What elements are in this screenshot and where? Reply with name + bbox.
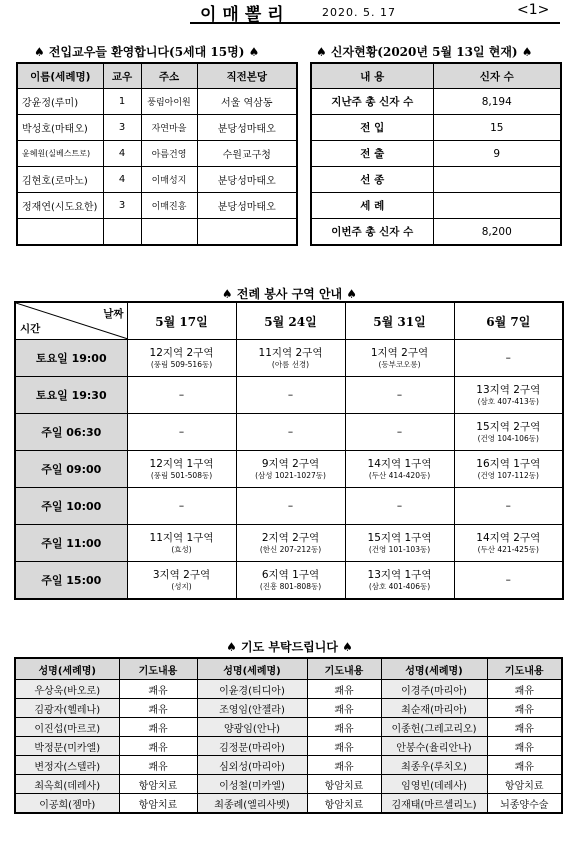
transfer-col-header: 이름(세례명) [17, 63, 103, 89]
transfer-cell: 수원교구청 [197, 141, 297, 167]
prayer-name: 박정문(미카엘) [15, 737, 119, 756]
believers-label: 세 례 [311, 193, 433, 219]
transfer-cell: 윤혜원(실베스트로) [17, 141, 103, 167]
service-area: 11지역 1구역 [149, 531, 214, 544]
prayer-intention: 쾌유 [487, 680, 562, 699]
service-cell [236, 414, 345, 451]
service-cell [345, 525, 454, 562]
service-row [15, 414, 563, 451]
prayer-intention: 쾌유 [487, 699, 562, 718]
believers-value: 9 [433, 141, 561, 167]
service-time-cell: 토요일 19:30 [15, 377, 127, 414]
prayer-intention: 쾌유 [119, 718, 197, 737]
service-area: 14지역 2구역 [476, 531, 541, 544]
transfer-cell: 1 [103, 89, 141, 115]
service-area: 15지역 1구역 [367, 531, 432, 544]
service-cell [454, 451, 563, 488]
transfer-cell [197, 219, 297, 246]
prayer-intention: 항암치료 [307, 775, 381, 794]
transfer-col-header: 주소 [141, 63, 197, 89]
prayer-intention: 뇌종양수술 [487, 794, 562, 814]
prayer-name: 김광자(헬레나) [15, 699, 119, 718]
believers-row [311, 219, 561, 246]
prayer-col-header: 성명(세례명) [197, 658, 307, 680]
service-date-header: 6월 7일 [454, 302, 563, 340]
service-cell [236, 488, 345, 525]
service-date-header: 5월 31일 [345, 302, 454, 340]
service-area-detail: (성지) [171, 581, 192, 591]
page-number: <1> [517, 2, 550, 18]
prayer-intention: 쾌유 [119, 699, 197, 718]
service-time-cell: 주일 11:00 [15, 525, 127, 562]
service-cell [345, 340, 454, 377]
prayer-name: 변정자(스텔라) [15, 756, 119, 775]
service-time-cell: 주일 10:00 [15, 488, 127, 525]
transfer-table [16, 62, 298, 246]
service-area: – [505, 499, 511, 512]
prayer-col-header: 기도내용 [487, 658, 562, 680]
service-cell [236, 377, 345, 414]
prayer-row [15, 775, 562, 794]
prayer-intention: 쾌유 [307, 737, 381, 756]
header-divider [190, 22, 560, 24]
service-area: – [178, 388, 185, 401]
believers-label: 선 종 [311, 167, 433, 193]
prayer-col-header: 성명(세례명) [381, 658, 487, 680]
prayer-name: 최순재(마리아) [381, 699, 487, 718]
prayer-name: 최종우(루치오) [381, 756, 487, 775]
transfer-col-header: 직전본당 [197, 63, 297, 89]
transfer-cell: 4 [103, 167, 141, 193]
transfer-cell: 이매성지 [141, 167, 197, 193]
service-area: 2지역 2구역 [261, 531, 320, 544]
service-cell [345, 377, 454, 414]
service-row [15, 451, 563, 488]
prayer-row [15, 756, 562, 775]
transfer-cell: 이매진흥 [141, 193, 197, 219]
transfer-col-header: 교우 [103, 63, 141, 89]
transfer-title: ♠ 전입교우들 환영합니다(5세대 15명) ♠ [34, 45, 260, 59]
service-area: – [505, 573, 511, 586]
service-area: 12지역 1구역 [149, 457, 214, 470]
transfer-cell: 자연마을 [141, 115, 197, 141]
believers-label: 전 입 [311, 115, 433, 141]
service-area-detail: (삼호 407-413동) [477, 396, 539, 406]
service-area: – [287, 425, 294, 438]
service-cell [127, 340, 236, 377]
believers-label: 전 출 [311, 141, 433, 167]
believers-row [311, 167, 561, 193]
service-area-detail: (아름 선경) [271, 359, 310, 369]
corner-time-label: 시간 [20, 323, 41, 335]
believers-value [433, 193, 561, 219]
transfer-cell: 정재연(시도요한) [17, 193, 103, 219]
service-cell [236, 340, 345, 377]
service-area-detail: (동부코오롱) [378, 359, 421, 369]
service-area: – [178, 425, 185, 438]
service-time-cell: 토요일 19:00 [15, 340, 127, 377]
transfer-cell [141, 219, 197, 246]
transfer-cell: 3 [103, 193, 141, 219]
service-cell [127, 414, 236, 451]
service-area-detail: (건영 107-112동) [477, 470, 539, 480]
transfer-row [17, 89, 297, 115]
prayer-name: 안봉수(율리안나) [381, 737, 487, 756]
transfer-cell: 분당성마태오 [197, 167, 297, 193]
service-date-header: 5월 17일 [127, 302, 236, 340]
believers-row [311, 193, 561, 219]
service-cell [345, 451, 454, 488]
service-area: 1지역 2구역 [370, 346, 429, 359]
service-header-row [15, 302, 563, 340]
bulletin-date: 2020. 5. 17 [322, 6, 396, 19]
believers-row [311, 89, 561, 115]
prayer-intention: 쾌유 [307, 680, 381, 699]
service-area: – [505, 351, 511, 364]
prayer-name: 최옥희(데레사) [15, 775, 119, 794]
service-area-detail: (풍림 509-516동) [150, 359, 213, 369]
transfer-cell: 서울 역삼동 [197, 89, 297, 115]
service-cell [345, 414, 454, 451]
believers-value: 8,200 [433, 219, 561, 246]
service-area-detail: (한신 207-212동) [259, 544, 322, 554]
transfer-cell: 분당성마태오 [197, 115, 297, 141]
service-time-cell: 주일 15:00 [15, 562, 127, 600]
service-area: – [396, 388, 403, 401]
prayer-col-header: 기도내용 [307, 658, 381, 680]
transfer-row [17, 193, 297, 219]
service-cell [454, 488, 563, 525]
prayer-name: 김재태(마르셀리노) [381, 794, 487, 814]
service-area-detail: (진흥 801-808동) [259, 581, 322, 591]
service-area-detail: (삼호 401-406동) [368, 581, 431, 591]
transfer-row [17, 167, 297, 193]
service-row [15, 488, 563, 525]
service-cell [127, 377, 236, 414]
transfer-cell: 3 [103, 115, 141, 141]
prayer-table [14, 657, 563, 814]
believers-title: ♠ 신자현황(2020년 5월 13일 현재) ♠ [316, 45, 533, 59]
transfer-cell: 분당성마태오 [197, 193, 297, 219]
service-area: – [396, 499, 403, 512]
prayer-intention: 항암치료 [487, 775, 562, 794]
prayer-row [15, 737, 562, 756]
believers-label: 지난주 총 신자 수 [311, 89, 433, 115]
transfer-row [17, 115, 297, 141]
corner-date-label: 날짜 [103, 308, 124, 320]
service-cell [127, 562, 236, 600]
prayer-intention: 쾌유 [307, 699, 381, 718]
service-cell [345, 488, 454, 525]
prayer-name: 최종례(엘리사벳) [197, 794, 307, 814]
prayer-col-header: 성명(세례명) [15, 658, 119, 680]
service-area: – [396, 425, 403, 438]
prayer-name: 양광임(안나) [197, 718, 307, 737]
prayer-intention: 쾌유 [119, 756, 197, 775]
prayer-name: 임영빈(데레사) [381, 775, 487, 794]
prayer-name: 심외성(마리아) [197, 756, 307, 775]
prayer-title: ♠ 기도 부탁드립니다 ♠ [226, 640, 353, 654]
prayer-header-row [15, 658, 562, 680]
prayer-name: 이종헌(그레고리오) [381, 718, 487, 737]
believers-value: 8,194 [433, 89, 561, 115]
prayer-intention: 쾌유 [307, 756, 381, 775]
service-row [15, 525, 563, 562]
service-corner-cell [15, 302, 127, 340]
service-cell [236, 451, 345, 488]
service-row [15, 377, 563, 414]
service-title: ♠ 전례 봉사 구역 안내 ♠ [221, 287, 358, 301]
prayer-name: 김정문(마리아) [197, 737, 307, 756]
transfer-header-row [17, 63, 297, 89]
transfer-cell: 풍림아이원 [141, 89, 197, 115]
prayer-name: 이진섭(마르코) [15, 718, 119, 737]
service-area-detail: (건영 101-103동) [368, 544, 431, 554]
prayer-name: 조영임(안젤라) [197, 699, 307, 718]
prayer-row [15, 718, 562, 737]
service-cell [454, 562, 563, 600]
service-row [15, 340, 563, 377]
service-area-detail: (풍림 501-508동) [150, 470, 213, 480]
believers-row [311, 115, 561, 141]
service-cell [236, 525, 345, 562]
prayer-intention: 쾌유 [487, 756, 562, 775]
transfer-cell: 아름건영 [141, 141, 197, 167]
service-area: 9지역 2구역 [261, 457, 320, 470]
service-area-detail: (건영 104-106동) [477, 433, 539, 443]
service-area: 3지역 2구역 [152, 568, 211, 581]
service-area-detail: (두산 421-425동) [477, 544, 539, 554]
service-time-cell: 주일 09:00 [15, 451, 127, 488]
believers-label: 이번주 총 신자 수 [311, 219, 433, 246]
service-cell [454, 414, 563, 451]
prayer-name: 이윤경(티디아) [197, 680, 307, 699]
prayer-col-header: 기도내용 [119, 658, 197, 680]
transfer-cell: 4 [103, 141, 141, 167]
prayer-name: 우상욱(바오로) [15, 680, 119, 699]
service-area: 14지역 1구역 [367, 457, 432, 470]
prayer-name: 이경주(마리아) [381, 680, 487, 699]
service-area: – [287, 388, 294, 401]
service-area: 11지역 2구역 [258, 346, 323, 359]
service-area: – [178, 499, 185, 512]
bulletin-title: 이매뽈리 [200, 5, 290, 25]
service-cell [345, 562, 454, 600]
transfer-cell [17, 219, 103, 246]
transfer-cell: 강윤정(루미) [17, 89, 103, 115]
believers-row [311, 141, 561, 167]
prayer-row [15, 680, 562, 699]
transfer-row [17, 219, 297, 246]
transfer-row [17, 141, 297, 167]
service-area: 13지역 1구역 [367, 568, 432, 581]
service-cell [454, 377, 563, 414]
service-cell [127, 525, 236, 562]
service-cell [454, 340, 563, 377]
prayer-intention: 쾌유 [307, 718, 381, 737]
service-area: – [287, 499, 294, 512]
transfer-cell [103, 219, 141, 246]
service-area-detail: (효성) [171, 544, 192, 554]
believers-table [310, 62, 562, 246]
believers-header-row [311, 63, 561, 89]
prayer-name: 이공희(젬마) [15, 794, 119, 814]
prayer-intention: 쾌유 [487, 718, 562, 737]
service-time-cell: 주일 06:30 [15, 414, 127, 451]
service-table [14, 301, 564, 600]
believers-col-header: 신자 수 [433, 63, 561, 89]
prayer-intention: 쾌유 [119, 680, 197, 699]
service-area-detail: (두산 414-420동) [368, 470, 431, 480]
prayer-intention: 항암치료 [307, 794, 381, 814]
service-area: 6지역 1구역 [261, 568, 320, 581]
service-cell [236, 562, 345, 600]
believers-value [433, 167, 561, 193]
service-cell [127, 451, 236, 488]
prayer-intention: 항암치료 [119, 775, 197, 794]
service-cell [454, 525, 563, 562]
service-area: 16지역 1구역 [476, 457, 541, 470]
believers-value: 15 [433, 115, 561, 141]
service-area-detail: (삼성 1021-1027동) [255, 470, 326, 480]
service-area: 13지역 2구역 [476, 383, 541, 396]
transfer-cell: 김현호(로마노) [17, 167, 103, 193]
prayer-row [15, 699, 562, 718]
service-area: 15지역 2구역 [476, 420, 541, 433]
prayer-row [15, 794, 562, 814]
believers-col-header: 내 용 [311, 63, 433, 89]
transfer-cell: 박성호(마태오) [17, 115, 103, 141]
service-area: 12지역 2구역 [149, 346, 214, 359]
prayer-name: 이성철(미카엘) [197, 775, 307, 794]
service-row [15, 562, 563, 600]
prayer-intention: 쾌유 [119, 737, 197, 756]
prayer-intention: 항암치료 [119, 794, 197, 814]
prayer-intention: 쾌유 [487, 737, 562, 756]
service-date-header: 5월 24일 [236, 302, 345, 340]
service-cell [127, 488, 236, 525]
